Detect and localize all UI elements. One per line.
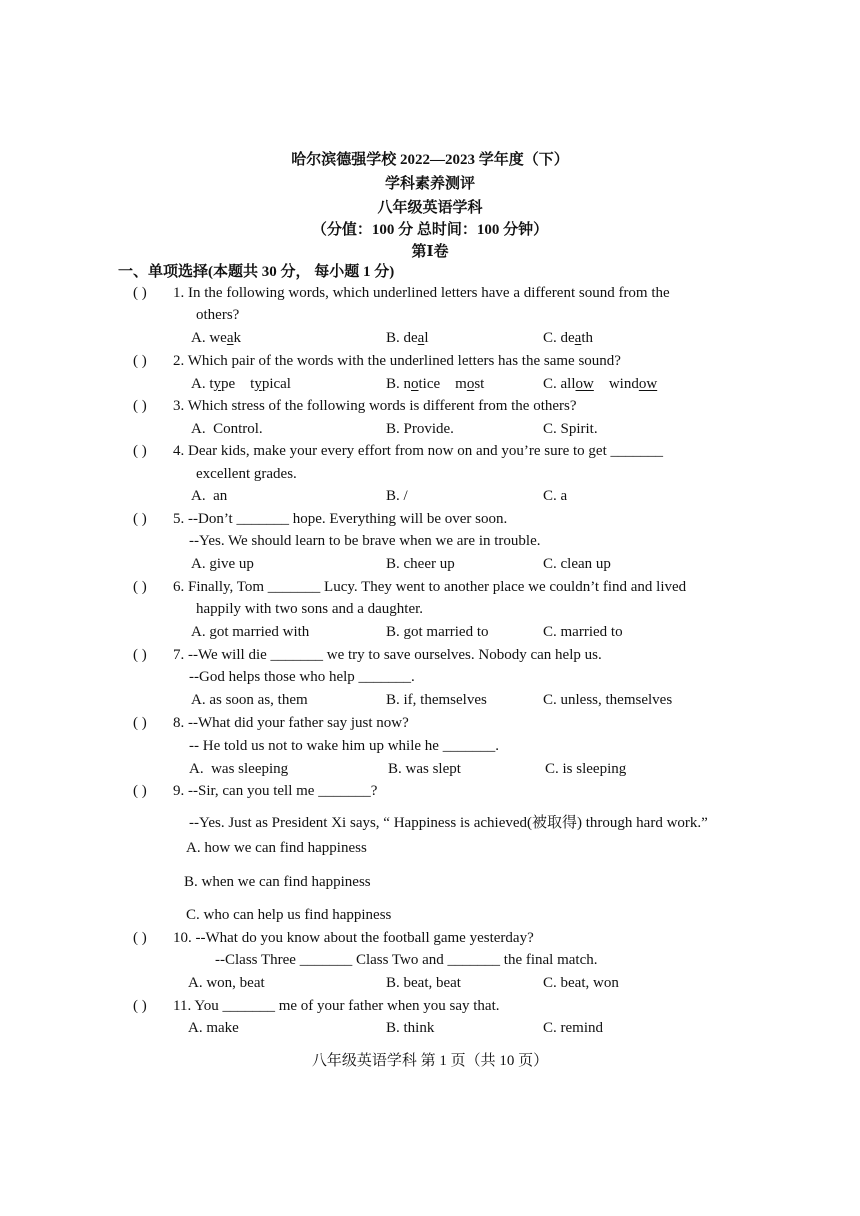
question-8: 8. --What did your father say just now? — [173, 715, 409, 731]
q6-option-b: B. got married to — [386, 624, 489, 640]
question-2: 2. Which pair of the words with the underlined letters has the same sound? — [173, 353, 621, 369]
answer-paren[interactable]: ( ) — [133, 783, 147, 799]
question-7: 7. --We will die _______ we try to save ourselves. Nobody can help us. — [173, 647, 602, 663]
answer-paren[interactable]: ( ) — [133, 353, 147, 369]
q9-option-a: A. how we can find happiness — [186, 840, 367, 856]
q5-option-a: A. give up — [191, 556, 254, 572]
q2-option-a: A. type typical — [191, 376, 291, 392]
q7-option-b: B. if, themselves — [386, 692, 487, 708]
page-footer: 八年级英语学科 第 1 页（共 10 页） — [311, 1053, 549, 1069]
question-9: 9. --Sir, can you tell me _______? — [173, 783, 378, 799]
answer-paren[interactable]: ( ) — [133, 443, 147, 459]
question-3: 3. Which stress of the following words is different from the others? — [173, 398, 577, 414]
q1-option-c: C. death — [543, 330, 594, 346]
question-8-cont: -- He told us not to wake him up while he _______. — [189, 738, 499, 754]
q6-option-a: A. got married with — [191, 624, 310, 640]
q3-option-a: A. Control. — [191, 421, 263, 437]
q10-option-b: B. beat, beat — [386, 975, 461, 991]
question-10: 10. --What do you know about the football game yesterday? — [173, 930, 534, 946]
q3-option-b: B. Provide. — [386, 421, 454, 437]
question-11: 11. You _______ me of your father when you say that. — [173, 998, 500, 1014]
question-1: 1. In the following words, which underlined letters have a different sound from the — [173, 285, 670, 301]
question-7-cont: --God helps those who help _______. — [189, 669, 415, 685]
q7-option-a: A. as soon as, them — [191, 692, 308, 708]
answer-paren[interactable]: ( ) — [133, 998, 147, 1014]
q4-option-a: A. an — [191, 488, 228, 504]
q1-option-a: A. weak — [191, 330, 241, 346]
question-4: 4. Dear kids, make your every effort from now on and you’re sure to get _______ — [173, 443, 664, 459]
q4-option-c: C. a — [543, 488, 568, 504]
question-1-cont: others? — [196, 307, 240, 323]
q2-option-b: B. notice most — [386, 376, 485, 392]
q8-option-b: B. was slept — [388, 761, 461, 777]
answer-paren[interactable]: ( ) — [133, 930, 147, 946]
q4-option-b: B. / — [386, 488, 408, 504]
section-title: 一、单项选择(本题共 30 分， 每小题 1 分) — [118, 264, 395, 280]
q11-option-a: A. make — [188, 1020, 239, 1036]
q11-option-c: C. remind — [543, 1020, 603, 1036]
question-10-cont: --Class Three _______ Class Two and _______ the final match. — [215, 952, 598, 968]
q7-option-c: C. unless, themselves — [543, 692, 673, 708]
q6-option-c: C. married to — [543, 624, 623, 640]
question-6: 6. Finally, Tom _______ Lucy. They went to another place we couldn’t find and lived — [173, 579, 687, 595]
subject-title: 八年级英语学科 — [377, 200, 483, 216]
question-9-cont: --Yes. Just as President Xi says, “ Happiness is achieved(被取得) through hard work.” — [189, 815, 708, 831]
q10-option-c: C. beat, won — [543, 975, 619, 991]
q5-option-b: B. cheer up — [386, 556, 455, 572]
q8-option-a: A. was sleeping — [189, 761, 289, 777]
answer-paren[interactable]: ( ) — [133, 511, 147, 527]
q2-option-c: C. allow window — [543, 376, 658, 392]
answer-paren[interactable]: ( ) — [133, 647, 147, 663]
answer-paren[interactable]: ( ) — [133, 398, 147, 414]
q3-option-c: C. Spirit. — [543, 421, 598, 437]
q11-option-b: B. think — [386, 1020, 435, 1036]
score-time: （分值：100 分 总时间：100 分钟） — [311, 222, 549, 238]
exam-subtitle: 学科素养测评 — [384, 176, 475, 192]
question-6-cont: happily with two sons and a daughter. — [196, 601, 424, 617]
answer-paren[interactable]: ( ) — [133, 285, 147, 301]
q1-option-b: B. deal — [386, 330, 429, 346]
answer-paren[interactable]: ( ) — [133, 579, 147, 595]
q10-option-a: A. won, beat — [188, 975, 265, 991]
question-4-cont: excellent grades. — [196, 466, 297, 482]
volume-label: 第Ⅰ卷 — [411, 244, 449, 260]
question-5: 5. --Don’t _______ hope. Everything will be over soon. — [173, 511, 508, 527]
q9-option-b: B. when we can find happiness — [184, 874, 371, 890]
q9-option-c: C. who can help us find happiness — [186, 907, 392, 923]
question-5-cont: --Yes. We should learn to be brave when we are in trouble. — [189, 533, 541, 549]
q8-option-c: C. is sleeping — [545, 761, 627, 777]
answer-paren[interactable]: ( ) — [133, 715, 147, 731]
school-title: 哈尔滨德强学校 2022—2023 学年度（下） — [291, 152, 569, 168]
q5-option-c: C. clean up — [543, 556, 611, 572]
